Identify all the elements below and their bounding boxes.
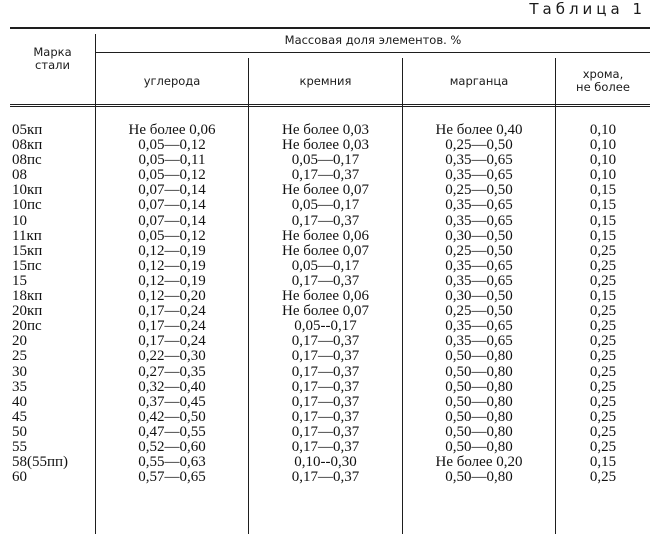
- table-row: [0, 214, 650, 229]
- cell-grade: 25: [12, 348, 27, 365]
- cell-silicon: 0,17—0,37: [291, 212, 360, 229]
- header-bottom-rule: [10, 104, 650, 105]
- cell-silicon: Не более 0,07: [282, 182, 369, 199]
- cell-silicon: Не более 0,07: [282, 242, 369, 259]
- cell-manganese: 0,25—0,50: [445, 303, 513, 320]
- cell-grade: 15кп: [12, 242, 43, 259]
- cell-carbon: 0,37—0,45: [138, 393, 206, 410]
- cell-carbon: 0,07—0,14: [138, 197, 206, 214]
- cell-chromium: 0,25: [589, 333, 617, 350]
- cell-silicon: 0,17—0,37: [291, 408, 360, 425]
- table-row: [0, 470, 650, 485]
- cell-chromium: 0,25: [589, 363, 617, 380]
- cell-carbon: 0,05—0,11: [138, 152, 206, 169]
- table-row: [0, 410, 650, 425]
- cell-silicon: 0,10--0,30: [294, 454, 357, 471]
- cell-chromium: 0,25: [589, 348, 617, 365]
- cell-manganese: 0,50—0,80: [445, 423, 513, 440]
- cell-manganese: 0,50—0,80: [445, 408, 513, 425]
- cell-carbon: 0,52—0,60: [138, 438, 206, 455]
- cell-chromium: 0,25: [589, 378, 617, 395]
- header-carbon: углерода: [143, 74, 201, 88]
- header-bottom-rule-double: [10, 106, 650, 107]
- cell-grade: 15пс: [12, 257, 42, 274]
- header-grade: Марка стали: [33, 45, 72, 72]
- cell-manganese: 0,35—0,65: [445, 272, 513, 289]
- cell-grade: 08пс: [12, 152, 42, 169]
- cell-chromium: 0,25: [589, 438, 617, 455]
- cell-silicon: 0,17—0,37: [291, 393, 360, 410]
- header-group-divider: [96, 52, 650, 53]
- cell-carbon: 0,47—0,55: [138, 423, 206, 440]
- cell-grade: 15: [12, 272, 27, 289]
- cell-manganese: 0,35—0,65: [445, 152, 513, 169]
- cell-chromium: 0,10: [589, 152, 617, 169]
- table-row: [0, 349, 650, 364]
- cell-manganese: 0,50—0,80: [445, 438, 513, 455]
- cell-carbon: 0,17—0,24: [138, 318, 206, 335]
- cell-carbon: 0,05—0,12: [138, 227, 206, 244]
- cell-chromium: 0,10: [589, 137, 617, 154]
- table-row: [0, 319, 650, 334]
- header-chromium: хрома, не более: [576, 67, 630, 94]
- header-manganese: марганца: [449, 74, 509, 88]
- cell-chromium: 0,25: [589, 257, 617, 274]
- cell-manganese: 0,35—0,65: [445, 333, 513, 350]
- table-row: [0, 138, 650, 153]
- cell-silicon: 0,05—0,17: [291, 152, 360, 169]
- cell-carbon: 0,17—0,24: [138, 333, 206, 350]
- cell-silicon: 0,05—0,17: [291, 197, 360, 214]
- cell-grade: 10кп: [12, 182, 43, 199]
- table-row: [0, 334, 650, 349]
- cell-silicon: 0,17—0,37: [291, 363, 360, 380]
- cell-silicon: Не более 0,03: [282, 137, 369, 154]
- cell-carbon: 0,22—0,30: [138, 348, 206, 365]
- cell-chromium: 0,25: [589, 272, 617, 289]
- cell-silicon: 0,17—0,37: [291, 469, 360, 486]
- table-row: [0, 153, 650, 168]
- cell-grade: 10пс: [12, 197, 42, 214]
- table-row: [0, 455, 650, 470]
- cell-carbon: 0,07—0,14: [138, 182, 206, 199]
- cell-chromium: 0,15: [589, 288, 617, 305]
- cell-chromium: 0,25: [589, 408, 617, 425]
- cell-carbon: 0,27—0,35: [138, 363, 206, 380]
- cell-carbon: 0,12—0,19: [138, 272, 206, 289]
- cell-chromium: 0,15: [589, 197, 617, 214]
- cell-grade: 10: [12, 212, 27, 229]
- cell-silicon: Не более 0,06: [282, 288, 369, 305]
- cell-grade: 55: [12, 438, 27, 455]
- table-row: [0, 244, 650, 259]
- cell-carbon: 0,07—0,14: [138, 212, 206, 229]
- cell-chromium: 0,15: [589, 182, 617, 199]
- table-row: [0, 229, 650, 244]
- cell-manganese: 0,50—0,80: [445, 378, 513, 395]
- table-row: [0, 168, 650, 183]
- table-row: [0, 425, 650, 440]
- cell-grade: 18кп: [12, 288, 43, 305]
- cell-chromium: 0,10: [589, 122, 617, 138]
- table-row: [0, 274, 650, 289]
- cell-grade: 40: [12, 393, 27, 410]
- cell-carbon: 0,05—0,12: [138, 137, 206, 154]
- cell-manganese: 0,25—0,50: [445, 242, 513, 259]
- cell-chromium: 0,10: [589, 167, 617, 184]
- cell-manganese: 0,50—0,80: [445, 393, 513, 410]
- table-body: [0, 123, 650, 485]
- cell-manganese: 0,25—0,50: [445, 137, 513, 154]
- table-row: [0, 198, 650, 213]
- cell-silicon: 0,17—0,37: [291, 333, 360, 350]
- cell-carbon: Не более 0,06: [128, 122, 216, 138]
- cell-grade: 11кп: [12, 227, 42, 244]
- cell-grade: 50: [12, 423, 27, 440]
- cell-carbon: 0,12—0,19: [138, 257, 206, 274]
- cell-silicon: 0,05--0,17: [294, 318, 357, 335]
- table-row: [0, 440, 650, 455]
- cell-manganese: 0,35—0,65: [445, 197, 513, 214]
- cell-silicon: 0,17—0,37: [291, 272, 360, 289]
- cell-chromium: 0,15: [589, 454, 617, 471]
- cell-grade: 20кп: [12, 303, 43, 320]
- cell-silicon: 0,17—0,37: [291, 423, 360, 440]
- cell-chromium: 0,25: [589, 303, 617, 320]
- cell-manganese: 0,35—0,65: [445, 257, 513, 274]
- cell-carbon: 0,05—0,12: [138, 167, 206, 184]
- cell-carbon: 0,42—0,50: [138, 408, 206, 425]
- cell-manganese: 0,50—0,80: [445, 363, 513, 380]
- cell-manganese: 0,30—0,50: [445, 288, 513, 305]
- cell-carbon: 0,55—0,63: [138, 454, 206, 471]
- cell-grade: 45: [12, 408, 27, 425]
- table-row: [0, 259, 650, 274]
- cell-manganese: 0,50—0,80: [445, 348, 513, 365]
- table-row: [0, 365, 650, 380]
- cell-grade: 08: [12, 167, 27, 184]
- cell-manganese: 0,35—0,65: [445, 167, 513, 184]
- cell-manganese: 0,35—0,65: [445, 318, 513, 335]
- cell-grade: 20: [12, 333, 27, 350]
- cell-manganese: Не более 0,20: [435, 454, 523, 471]
- table-row: [0, 304, 650, 319]
- cell-carbon: 0,12—0,19: [138, 242, 206, 259]
- table-top-rule: [10, 27, 650, 29]
- table-row: [0, 183, 650, 198]
- cell-silicon: 0,05—0,17: [291, 257, 360, 274]
- cell-chromium: 0,15: [589, 227, 617, 244]
- cell-manganese: 0,30—0,50: [445, 227, 513, 244]
- cell-manganese: Не более 0,40: [435, 122, 523, 138]
- cell-manganese: 0,25—0,50: [445, 182, 513, 199]
- cell-chromium: 0,25: [589, 393, 617, 410]
- cell-silicon: 0,17—0,37: [291, 167, 360, 184]
- cell-manganese: 0,50—0,80: [445, 469, 513, 486]
- cell-chromium: 0,15: [589, 212, 617, 229]
- table-row: [0, 395, 650, 410]
- cell-silicon: Не более 0,07: [282, 303, 369, 320]
- cell-grade: 58(55пп): [12, 454, 69, 471]
- table-row: [0, 123, 650, 138]
- cell-grade: 20пс: [12, 318, 42, 335]
- header-silicon: кремния: [299, 74, 352, 88]
- cell-grade: 08кп: [12, 137, 43, 154]
- cell-grade: 35: [12, 378, 27, 395]
- cell-grade: 60: [12, 469, 27, 486]
- cell-silicon: 0,17—0,37: [291, 438, 360, 455]
- cell-carbon: 0,57—0,65: [138, 469, 206, 486]
- cell-grade: 05кп: [12, 122, 43, 138]
- cell-chromium: 0,25: [589, 423, 617, 440]
- cell-silicon: 0,17—0,37: [291, 348, 360, 365]
- cell-chromium: 0,25: [589, 242, 617, 259]
- cell-carbon: 0,17—0,24: [138, 303, 206, 320]
- cell-grade: 30: [12, 363, 27, 380]
- cell-chromium: 0,25: [589, 469, 617, 486]
- cell-carbon: 0,12—0,20: [138, 288, 206, 305]
- table-caption: Таблица 1: [529, 0, 646, 18]
- table-row: [0, 289, 650, 304]
- header-mass-fraction: Массовая доля элементов. %: [284, 33, 462, 47]
- cell-silicon: Не более 0,03: [282, 122, 369, 138]
- cell-silicon: Не более 0,06: [282, 227, 369, 244]
- cell-manganese: 0,35—0,65: [445, 212, 513, 229]
- table-row: [0, 380, 650, 395]
- cell-silicon: 0,17—0,37: [291, 378, 360, 395]
- cell-chromium: 0,25: [589, 318, 617, 335]
- cell-carbon: 0,32—0,40: [138, 378, 206, 395]
